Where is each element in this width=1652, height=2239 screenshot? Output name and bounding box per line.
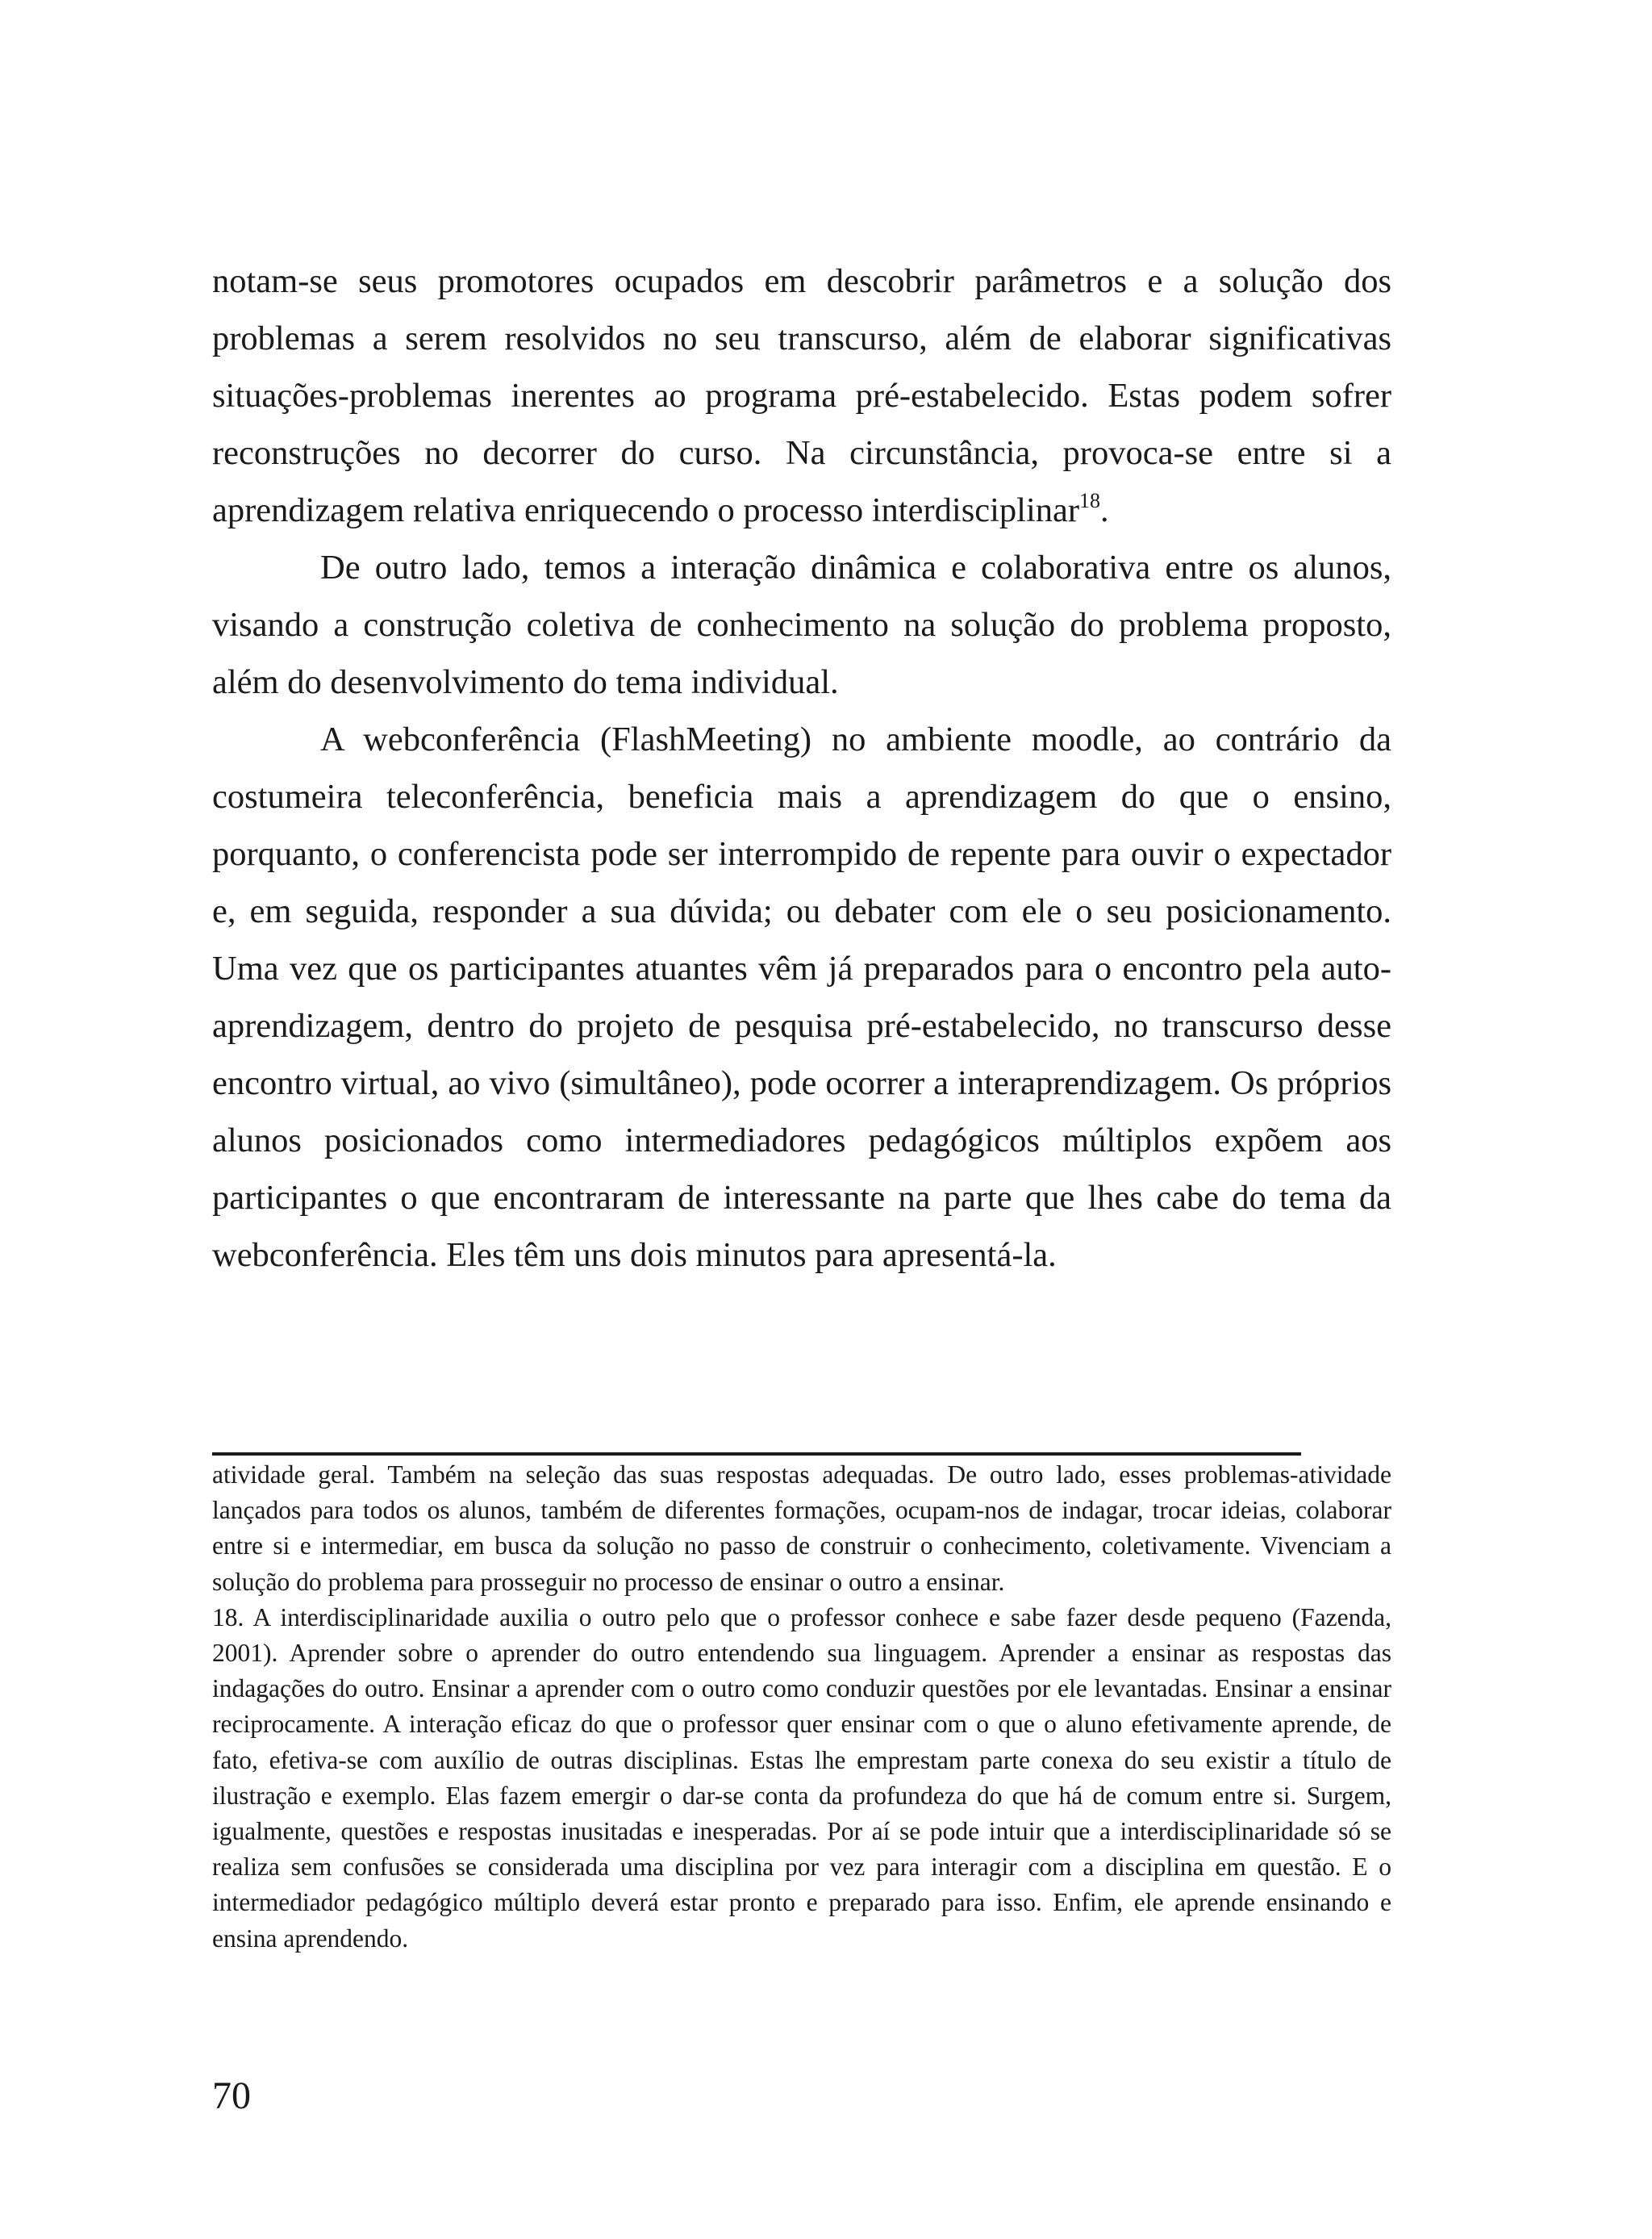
paragraph-webconference: A webconferência (FlashMeeting) no ambiente moodle, ao contrário da costumeira teleconferência, beneficia mais a aprendizagem do que o ensino, porquanto, o conferencista pode ser interrompido de repente para ouvir o expectador e, em seguida, responder a sua dúvida; ou debater com ele o seu posicionamento. Uma vez que os participantes atuantes vêm já preparados para o encontro pela auto-aprendizagem, dentro do projeto de pesquisa pré-estabelecido, no transcurso desse encontro virtual, ao vivo (simultâneo), pode ocorrer a interaprendizagem. Os próprios alunos posicionados como intermediadores pedagógicos múltiplos expõem aos participantes o que encontraram de interessante na parte que lhes cabe do tema da webconferência. Eles têm uns dois minutos para apresentá-la. — [212, 721, 1391, 1274]
footnotes-section — [212, 1457, 1391, 1957]
paragraph-end-punctuation: . — [1100, 491, 1109, 529]
paragraph-continuation — [212, 253, 1391, 539]
page-number: 70 — [212, 2074, 251, 2117]
paragraph-interaction: De outro lado, temos a interação dinâmica e colaborativa entre os alunos, visando a construção coletiva de conhecimento na solução do problema proposto, além do desenvolvimento do tema individual. — [212, 549, 1391, 701]
footnote-18: 18. A interdisciplinaridade auxilia o outro pelo que o professor conhece e sabe fazer desde pequeno (Fazenda, 2001). Aprender sobre o aprender do outro entendendo sua linguagem. Aprender a ensinar as respostas das indagações do outro. Ensinar a aprender com o outro como conduzir questões por ele levantadas. Ensinar a ensinar reciprocamente. A interação eficaz do que o professor quer ensinar com o que o aluno efetivamente aprende, de fato, efetiva-se com auxílio de outras disciplinas. Estas lhe emprestam parte conexa do seu existir a título de ilustração e exemplo. Elas fazem emergir o dar-se conta da profundeza do que há de comum entre si. Surgem, igualmente, questões e respostas inusitadas e inesperadas. Por aí se pode intuir que a interdisciplinaridade só se realiza sem confusões se considerada uma disciplina por vez para interagir com a disciplina em questão. E o intermediador pedagógico múltiplo deverá estar pronto e preparado para isso. Enfim, ele aprende ensinando e ensina aprendendo. — [212, 1602, 1391, 1953]
paragraph-text: notam-se seus promotores ocupados em descobrir parâmetros e a solução dos problemas a serem resolvidos no seu transcurso, além de elaborar significativas situações-problemas inerentes ao programa pré-estabelecido. Estas podem sofrer reconstruções no decorrer do curso. Na circunstância, provoca-se entre si a aprendizagem relativa enriquecendo o processo interdisciplinar — [212, 262, 1391, 529]
book-page — [212, 0, 1391, 2239]
footnote-separator-rule — [212, 1452, 1301, 1456]
footnote-reference-18: 18 — [1079, 489, 1101, 512]
body-text — [212, 253, 1391, 1284]
footnote-continuation: atividade geral. Também na seleção das suas respostas adequadas. De outro lado, esses problemas-atividade lançados para todos os alunos, também de diferentes formações, ocupam-nos de indagar, trocar ideias, colaborar entre si e intermediar, em busca da solução no passo de construir o conhecimento, coletivamente. Vivenciam a solução do problema para prosseguir no processo de ensinar o outro a ensinar. — [212, 1460, 1391, 1596]
